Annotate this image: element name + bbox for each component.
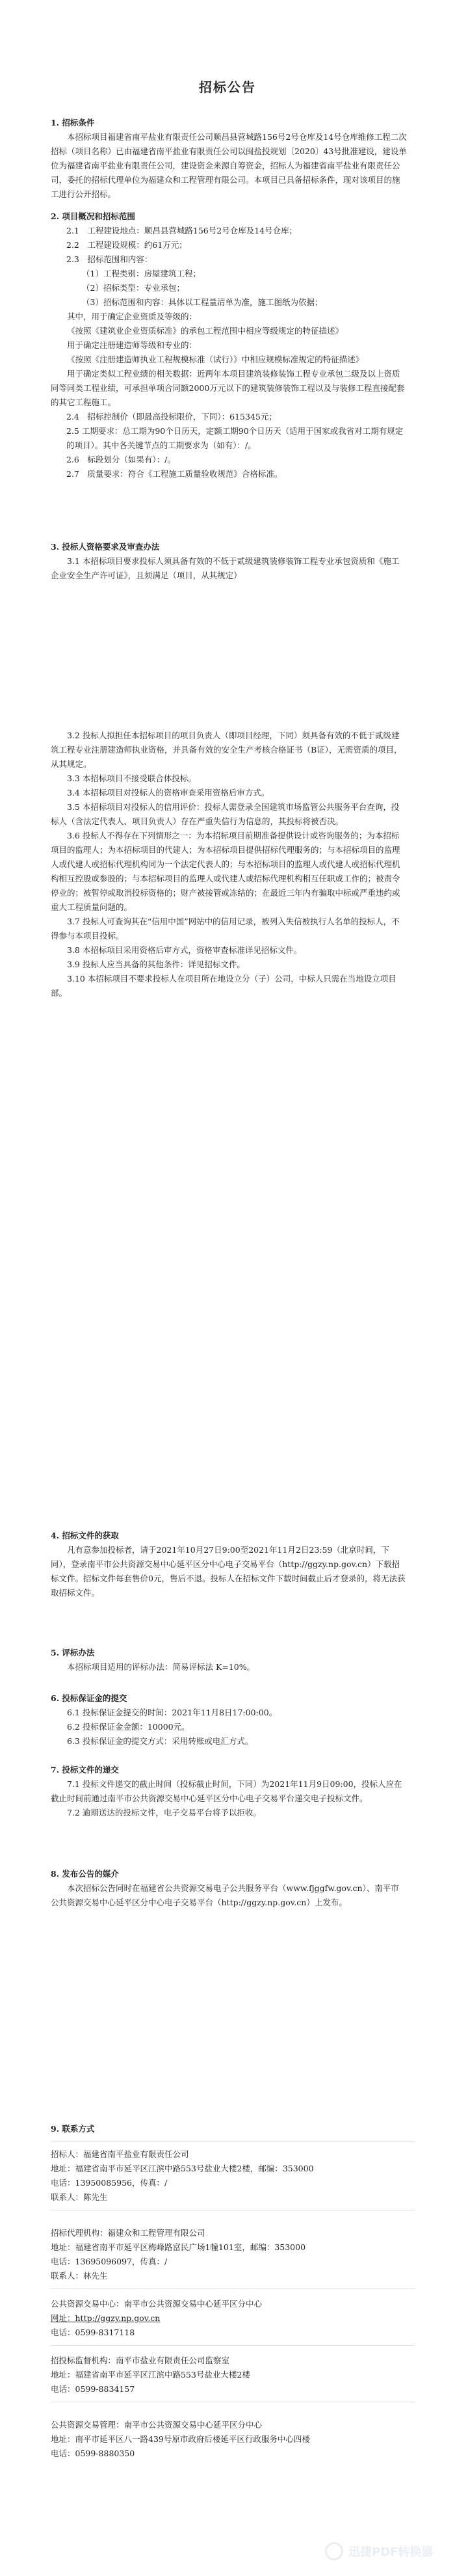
section-media [51, 1867, 407, 1910]
contact-person: 联系人：林先生 [51, 2271, 108, 2281]
contact-office [51, 2418, 415, 2461]
section-tender-conditions [51, 116, 407, 202]
item: 6.1 投标保证金提交的时间：2021年11月8日17:00:00。 [67, 1708, 278, 1717]
item: 3.7 投标人可查询其在“信用中国”网站中的信用记录，被列入失信被执行人名单的投标人，不得参与本项目投标。 [51, 917, 400, 941]
watermark [325, 2538, 442, 2564]
divider [51, 2141, 415, 2142]
item: 3.1 本招标项目要求投标人须具备有效的不低于贰级建筑装修装饰工程专业承包资质和《施工企业安全生产许可证》，且须满足（项目，从其规定） [51, 556, 400, 580]
item: 2.4 招标控制价（即最高投标限价，下同）：615345元； [66, 412, 277, 422]
contact-name: 公共资源交易中心：南平市公共资源交易中心延平区分中心 [51, 2299, 263, 2309]
section-text: 本招标项目福建省南平盐业有限责任公司顺昌县营城路156号2号仓库及14号仓库维修工程二次招标（项目名称）已由福建省南平盐业有限责任公司以闽盐投规划〔2020〕43号批准建设，建设单位为福建省南平盐业有限责任公司，建设资金来源自筹资金，招标人为福建省南平盐业有限责任公司，委托的招标代理单位为福建众和工程管理有限公司。本项目已具备招标条件，现对该项目的施工进行公开招标。 [51, 132, 407, 199]
item: 3.10 本招标项目不要求投标人在项目所在地设立分（子）公司，中标人只需在当地设立项目部。 [51, 974, 396, 998]
contact-name: 招标人：福建省南平盐业有限责任公司 [51, 2149, 189, 2159]
platform-url-link[interactable]: 网址：http://ggzy.np.gov.cn [51, 2313, 161, 2323]
section-heading: 1. 招标条件 [51, 118, 95, 127]
divider [51, 2288, 415, 2289]
extra-text: 用于确定注册建造师等级和专业的： [67, 340, 198, 350]
item: 2.2 工程建设规模：约61万元； [66, 240, 187, 250]
item: 2.5 工期要求：总工期为90个日历天，定额工期90个日历天（适用于国家或我省对工期有规定的项目）。其中各关键节点的工期要求为（如有）：/。 [66, 426, 404, 450]
contact-name: 公共资源交易管理：南平市公共资源交易中心延平区分中心 [51, 2420, 263, 2430]
section-contacts [51, 2122, 415, 2461]
contact-phone: 电话：0599-8317118 [51, 2328, 135, 2337]
contact-name: 招投标监督机构：南平市盐业有限责任公司监察室 [51, 2355, 230, 2365]
sub-item: （3）招标范围和内容：具体以工程量清单为准，施工图纸为依据； [82, 297, 323, 307]
watermark-text: 迅捷PDF转换器 [348, 2545, 434, 2559]
contact-person: 联系人：陈先生 [51, 2192, 108, 2202]
extra-text: 《按照《建筑业企业资质标准》的承包工程范围中相应等级规定的特征描述》 [67, 326, 344, 336]
item: 2.7 质量要求：符合《工程施工质量验收规范》合格标准。 [66, 469, 283, 479]
section-heading: 6. 投标保证金的提交 [51, 1693, 127, 1703]
section-heading: 3. 投标人资格要求及审查办法 [51, 542, 160, 552]
item: 3.6 投标人不得存在下列情形之一：为本招标项目前期准备提供设计或咨询服务的；为本招标项目的监理人；为本招标项目的代建人；为本招标项目提供招标代理服务的；与本招标项目的监理人或代建人或招标代理机构同为一个法定代表人的；与本招标项目的监理人或代建人或招标代理机构相互控股或参股的；与本招标项目的监理人或代建人或招标代理机构相互任职或工作的；被责令停业的；被暂停或取消投标资格的；财产被接管或冻结的；在最近三年内有骗取中标或严重违约或重大工程质量问题的。 [51, 831, 400, 912]
section-bid-bond [51, 1691, 407, 1749]
contact-address: 地址：福建省南平市延平区江滨中路553号盐业大楼2楼，邮编：353000 [51, 2164, 314, 2173]
contact-phone: 电话：13950085956，传真：/ [51, 2178, 168, 2188]
section-bidder-qualification [51, 540, 407, 583]
item: 2.1 工程建设地点：顺昌县营城路156号2号仓库及14号仓库； [66, 226, 298, 235]
section-obtain-documents [51, 1529, 407, 1600]
contact-agent [51, 2226, 415, 2283]
item: 7.1 投标文件递交的截止时间（投标截止时间，下同）为2021年11月9日09:00，投标人应在截止时间前通过南平市公共资源交易中心延平区分中心电子交易平台递交电子投标文件。 [51, 1779, 402, 1803]
sub-item: （2）招标类型：专业承包； [82, 283, 185, 293]
section-text: 凡有意参加投标者，请于2021年10月27日9:00至2021年11月2日23:59（北京时间，下同），登录南平市公共资源交易中心延平区分中心电子交易平台（http://ggzy.np.gov.cn）下载招标文件。招标文件每套售价0元，售后不退。投标人在招标文件下载时间截止后才登录的，将无法获取招标文件。 [51, 1545, 406, 1598]
logo-icon [325, 2542, 343, 2560]
section-bidder-qualification-cont [51, 729, 407, 1000]
section-submission [51, 1763, 407, 1820]
contact-address: 地址：福建省南平市延平区梅峰路富民广场1幢101室，邮编：353000 [51, 2242, 306, 2252]
divider [51, 2345, 415, 2346]
contact-phone: 电话：0599-8880350 [51, 2449, 135, 2458]
contact-platform [51, 2297, 415, 2340]
section-heading: 7. 投标文件的递交 [51, 1765, 119, 1775]
extra-text: 其中，用于确定企业资质及等级的： [67, 312, 198, 321]
item: 2.6 标段划分（如果有）：/。 [66, 455, 176, 464]
contact-name: 招标代理机构：福建众和工程管理有限公司 [51, 2228, 205, 2238]
section-text: 本招标项目适用的评标办法：简易评标法 K=10%。 [67, 1662, 255, 1672]
item: 2.3 招标范围和内容： [66, 254, 153, 264]
item: 7.2 逾期送达的投标文件，电子交易平台将予以拒收。 [67, 1808, 261, 1818]
section-heading: 9. 联系方式 [51, 2124, 95, 2134]
section-heading: 2. 项目概况和招标范围 [51, 211, 135, 221]
contact-phone: 电话：0599-8834157 [51, 2384, 135, 2394]
contact-phone: 电话：13695096097，传真：/ [51, 2257, 168, 2266]
item: 6.3 投标保证金的提交方式：采用转账或电汇方式。 [67, 1736, 254, 1746]
page-title: 招标公告 [199, 79, 256, 95]
item: 6.2 投标保证金金额：10000元。 [67, 1722, 190, 1732]
section-heading: 8. 发布公告的媒介 [51, 1869, 119, 1879]
item: 3.8 本招标项目采用资格后审方式，资格审查标准详见招标文件。 [67, 945, 302, 955]
contact-address: 地址：福建省南平市延平区江滨中路553号盐业大楼2楼 [51, 2370, 250, 2380]
item: 3.2 投标人拟担任本招标项目的项目负责人（即项目经理，下同）须具备有效的不低于贰级建筑工程专业注册建造师执业资格，并具备有效的安全生产考核合格证书（B证），无需资质的项目，从其规定。 [51, 731, 402, 769]
extra-text: 《按照《注册建造师执业工程规模标准（试行）》中相应规模标准规定的特征描述》 [67, 355, 364, 364]
item: 3.3 本招标项目不接受联合体投标。 [67, 773, 196, 783]
contact-supervisor [51, 2354, 415, 2396]
item: 3.5 本招标项目对投标人的信用评价：投标人需登录全国建筑市场监管公共服务平台查询，投标人（含法定代表人、项目负责人）存在严重失信行为信息的，其投标将被否决。 [51, 802, 400, 826]
item: 3.9 投标人应当具备的其他条件：详见招标文件。 [67, 959, 245, 969]
contact-owner [51, 2147, 415, 2205]
section-project-overview [51, 209, 407, 481]
item: 3.4 本招标项目对投标人的资格审查采用资格后审方式。 [67, 788, 270, 798]
section-heading: 4. 招标文件的获取 [51, 1531, 119, 1540]
section-evaluation [51, 1646, 407, 1674]
extra-text: 用于确定类似工程业绩的相关数据：近两年本项目建筑装修装饰工程专业承包二级及以上资质同等同类工程业绩，可承担单项合同额2000万元以下的建筑装修装饰工程以及与装修工程直接配套的其它工程施工。 [51, 369, 405, 407]
sub-item: （1）工程类别：房屋建筑工程； [82, 269, 201, 278]
contact-address: 地址：南平市延平区八一路439号原市政府后楼延平区行政服务中心四楼 [51, 2434, 310, 2444]
section-heading: 5. 评标办法 [51, 1648, 95, 1657]
section-text: 本次招标公告同时在福建省公共资源交易电子公共服务平台（www.fjggfw.gov.cn）、南平市公共资源交易中心延平区分中心电子交易平台（http://ggzy.np.gov.cn）上发布。 [51, 1883, 399, 1907]
